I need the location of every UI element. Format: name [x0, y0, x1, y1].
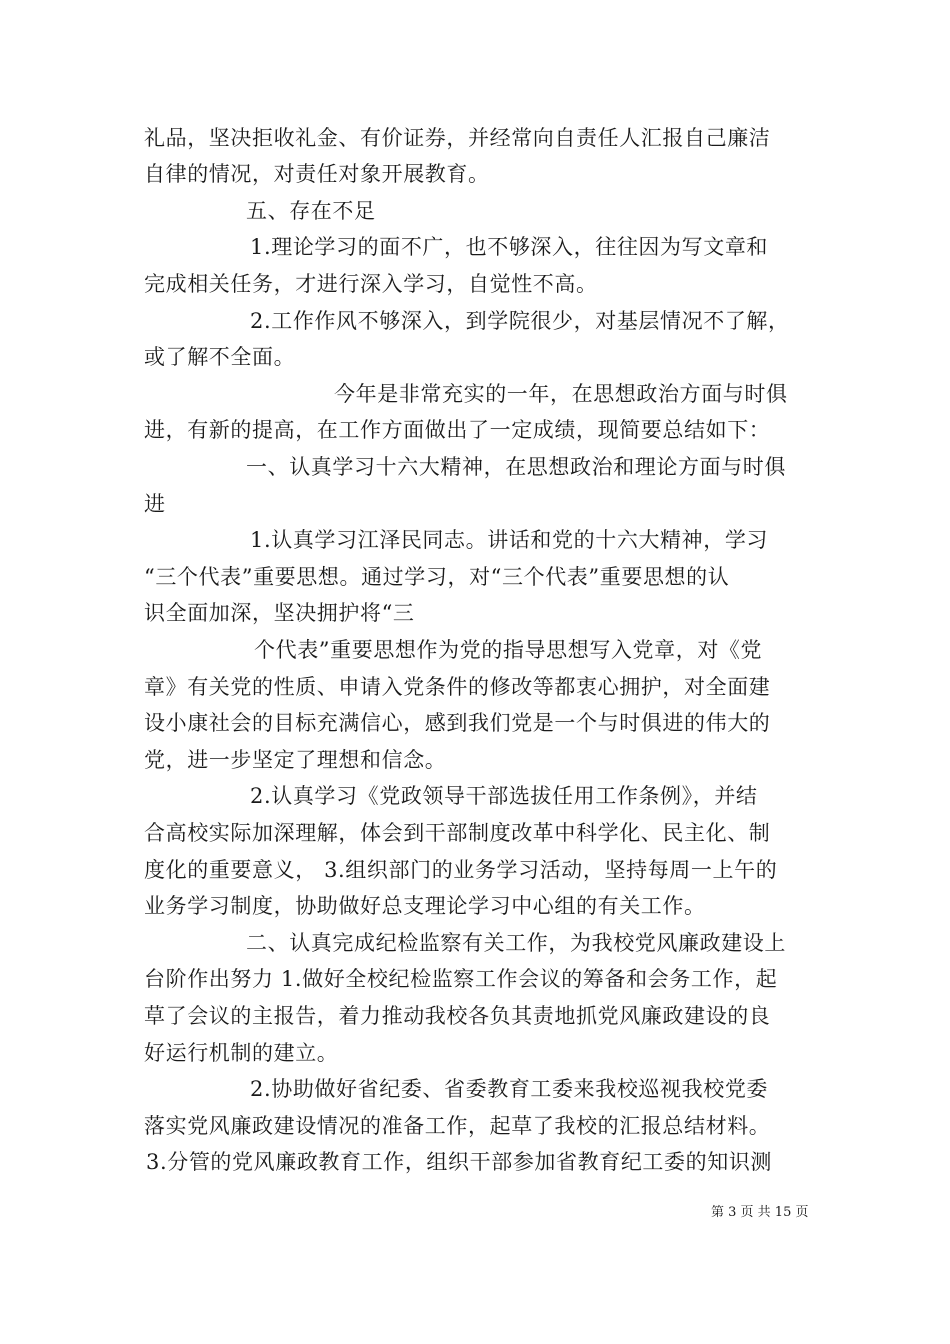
text-line: “三个代表”重要思想。通过学习，对“三个代表”重要思想的认 [144, 565, 730, 589]
text-line: 进 [144, 492, 166, 516]
text-line: 今年是非常充实的一年，在思想政治方面与时俱 [334, 382, 788, 406]
page-number: 第 3 页 共 15 页 [711, 1205, 809, 1220]
text-line: 2.协助做好省纪委、省委教育工委来我校巡视我校党委 [250, 1077, 769, 1101]
text-line: 党，进一步坚定了理想和信念。 [144, 748, 447, 772]
text-line: 进，有新的提高，在工作方面做出了一定成绩，现简要总结如下： [144, 418, 771, 442]
text-line: 礼品，坚决拒收礼金、有价证券，并经常向自责任人汇报自己廉洁 [144, 126, 771, 150]
text-line: 或了解不全面。 [144, 345, 296, 369]
text-line: 识全面加深，坚决拥护将“三 [144, 601, 415, 625]
text-line: 草了会议的主报告，着力推动我校各负其责地抓党风廉政建设的良 [144, 1004, 771, 1028]
section-heading: 五、存在不足 [246, 199, 376, 223]
section-heading: 一、认真学习十六大精神，在思想政治和理论方面与时俱 [246, 455, 786, 479]
text-line: 个代表”重要思想作为党的指导思想写入党章，对《党 [254, 638, 763, 662]
text-line: 好运行机制的建立。 [144, 1041, 339, 1065]
text-line: 合高校实际加深理解，体会到干部制度改革中科学化、民主化、制 [144, 821, 771, 845]
text-line: 2.认真学习《党政领导干部选拔任用工作条例》，并结 [250, 784, 758, 808]
text-line: 2.工作作风不够深入，到学院很少，对基层情况不了解， [250, 309, 790, 333]
section-heading: 二、认真完成纪检监察有关工作，为我校党风廉政建设上 [246, 931, 786, 955]
text-line: 度化的重要意义， 3.组织部门的业务学习活动，坚持每周一上午的 [144, 858, 778, 882]
text-line: 业务学习制度，协助做好总支理论学习中心组的有关工作。 [144, 894, 706, 918]
text-line: 1.认真学习江泽民同志。讲话和党的十六大精神，学习 [250, 528, 769, 552]
text-line: 1.理论学习的面不广，也不够深入，往往因为写文章和 [250, 235, 769, 259]
text-line: 落实党风廉政建设情况的准备工作，起草了我校的汇报总结材料。 [144, 1114, 771, 1138]
text-line: 自律的情况，对责任对象开展教育。 [144, 162, 490, 186]
text-line: 设小康社会的目标充满信心，感到我们党是一个与时俱进的伟大的 [144, 711, 771, 735]
text-line: 完成相关任务，才进行深入学习，自觉性不高。 [144, 272, 598, 296]
text-line: 3.分管的党风廉政教育工作，组织干部参加省教育纪工委的知识测 [146, 1150, 773, 1174]
text-line: 台阶作出努力 1.做好全校纪检监察工作会议的筹备和会务工作，起 [144, 967, 778, 991]
text-line: 章》有关党的性质、申请入党条件的修改等都衷心拥护，对全面建 [144, 675, 771, 699]
